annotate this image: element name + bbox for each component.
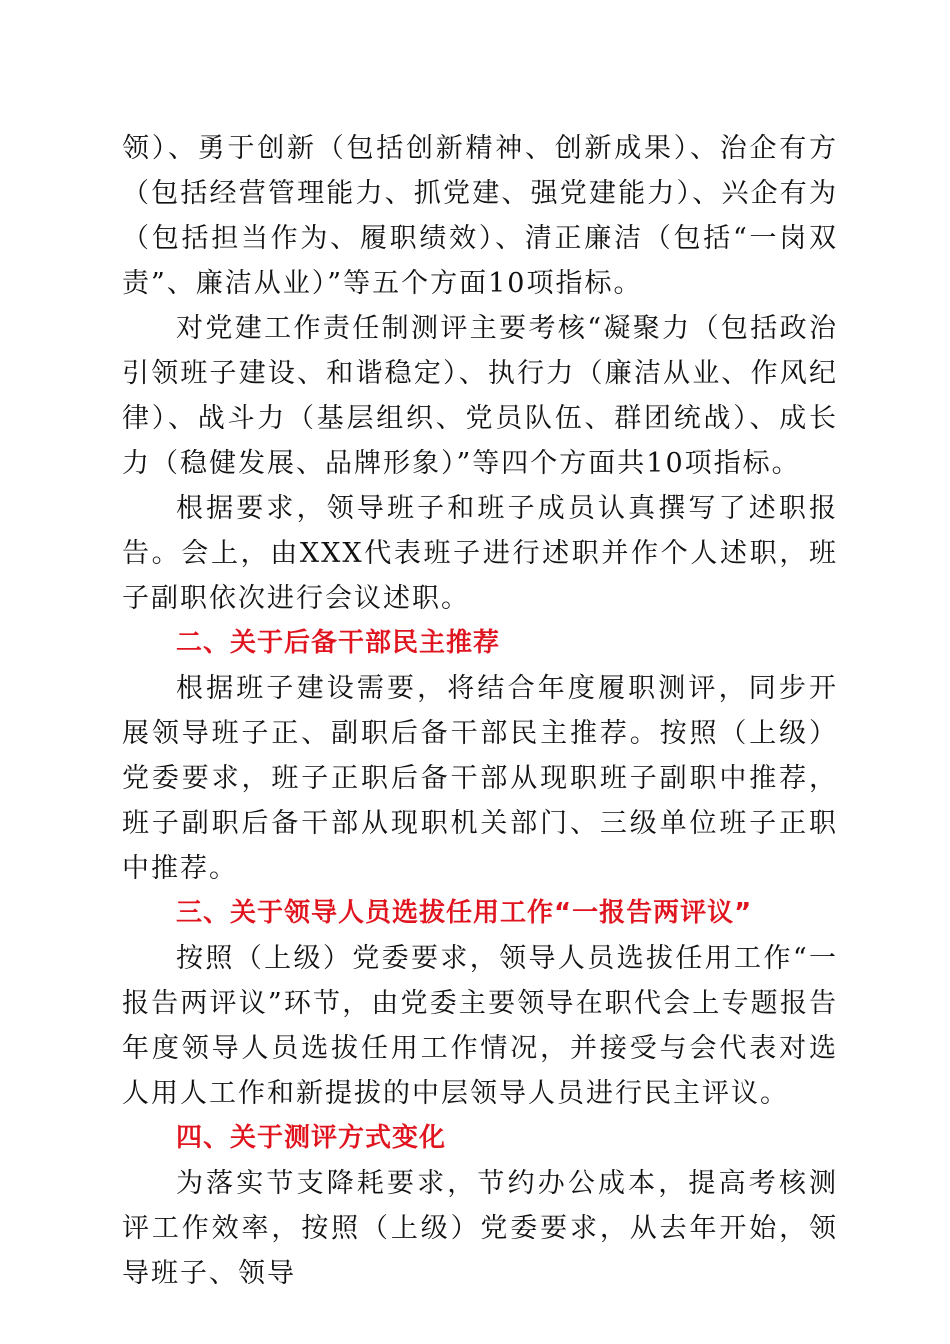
paragraph-selection-appointment: 按照（上级）党委要求，领导人员选拔任用工作“一报告两评议”环节，由党委主要领导在职代会上专题报告年度领导人员选拔任用工作情况，并接受与会代表对选人用人工作和新提拔的中层领导人员进行民主评议。	[122, 943, 838, 1109]
paragraph-party-building-evaluation: 对党建工作责任制测评主要考核“凝聚力（包括政治引领班子建设、和谐稳定）、执行力（廉洁从业、作风纪律）、战斗力（基层组织、党员队伍、群团统战）、成长力（稳健发展、品牌形象）”等四个方面共10项指标。	[122, 313, 838, 479]
section-heading-evaluation-method: 四、关于测评方式变化	[176, 1123, 447, 1153]
document-page	[122, 126, 838, 1296]
paragraph-continued-indicators: 领）、勇于创新（包括创新精神、创新成果）、治企有方（包括经营管理能力、抓党建、强党建能力）、兴企有为（包括担当作为、履职绩效）、清正廉洁（包括“一岗双责”、廉洁从业）”等五个方面10项指标。	[122, 133, 838, 299]
section-heading-selection-appointment: 三、关于领导人员选拔任用工作“一报告两评议”	[176, 898, 753, 928]
paragraph-work-report: 根据要求，领导班子和班子成员认真撰写了述职报告。会上，由XXX代表班子进行述职并作个人述职，班子副职依次进行会议述职。	[122, 493, 838, 614]
section-heading-reserve-cadres: 二、关于后备干部民主推荐	[176, 628, 501, 658]
paragraph-evaluation-method: 为落实节支降耗要求，节约办公成本，提高考核测评工作效率，按照（上级）党委要求，从去年开始，领导班子、领导	[122, 1168, 838, 1289]
paragraph-reserve-cadres: 根据班子建设需要，将结合年度履职测评，同步开展领导班子正、副职后备干部民主推荐。按照（上级）党委要求，班子正职后备干部从现职班子副职中推荐，班子副职后备干部从现职机关部门、三级单位班子正职中推荐。	[122, 673, 838, 884]
